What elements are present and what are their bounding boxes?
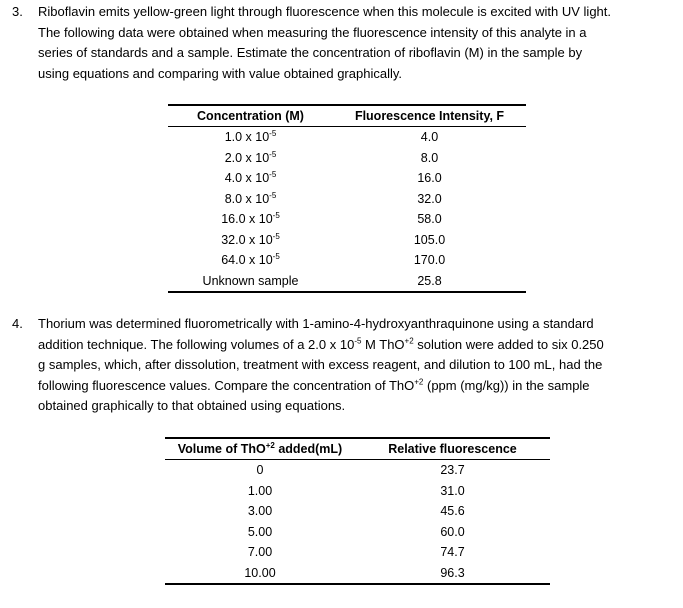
volume-cell: 10.00 <box>165 563 355 585</box>
concentration-cell <box>168 189 333 210</box>
table-row <box>165 542 550 563</box>
question-3-line: series of standards and a sample. Estimate the concentration of riboflavin (M) in the sample by <box>38 45 583 60</box>
concentration-value: 2.0 x 10 <box>224 150 270 165</box>
question-4-line <box>38 314 678 335</box>
column-header-concentration: Concentration (M) <box>168 105 333 127</box>
text-segment: Volume of ThO <box>177 442 266 456</box>
text-segment: following fluorescence values. Compare the concentration of ThO <box>38 377 415 393</box>
volume-cell: 3.00 <box>247 504 273 519</box>
text-segment: solution were added to six 0.250 <box>413 336 604 352</box>
table-row <box>168 148 526 169</box>
column-header-fluorescence: Fluorescence Intensity, F <box>333 105 526 127</box>
relative-fluorescence-cell: 31.0 <box>440 483 465 498</box>
exponent: -5 <box>269 190 277 200</box>
question-3-line: Riboflavin emits yellow-green light through fluorescence when this molecule is excited with UV light. <box>38 4 611 19</box>
exponent: -5 <box>269 129 277 139</box>
concentration-cell <box>168 209 333 230</box>
question-4-text <box>38 314 678 417</box>
riboflavin-table-body <box>168 127 526 293</box>
table-row <box>165 460 550 481</box>
concentration-cell <box>168 148 333 169</box>
concentration-cell <box>168 271 333 293</box>
table-row <box>168 271 526 293</box>
question-3-line: using equations and comparing with value obtained graphically. <box>38 65 402 81</box>
volume-cell: 5.00 <box>247 524 273 539</box>
table-row <box>168 168 526 189</box>
column-header-volume <box>165 438 355 460</box>
fluorescence-cell: 170.0 <box>413 253 446 268</box>
table-row <box>168 127 526 148</box>
concentration-value: 8.0 x 10 <box>224 191 270 206</box>
superscript: +2 <box>414 377 424 387</box>
table-row <box>168 189 526 210</box>
text-segment: (ppm (mg/kg)) in the sample <box>423 377 590 393</box>
concentration-cell <box>168 127 333 148</box>
table-row <box>168 250 526 271</box>
volume-cell: 7.00 <box>247 545 273 560</box>
question-4-number: 4. <box>12 316 23 331</box>
text-segment: addition technique. The following volumes of a 2.0 x 10 <box>38 336 355 352</box>
fluorescence-cell: 105.0 <box>413 232 446 247</box>
table-row <box>165 501 550 522</box>
relative-fluorescence-cell: 45.6 <box>440 504 465 519</box>
question-4-line <box>38 396 678 417</box>
fluorescence-cell: 4.0 <box>420 130 439 145</box>
volume-cell: 0 <box>256 463 264 478</box>
table-row <box>165 563 550 585</box>
table-row <box>168 209 526 230</box>
table-row <box>165 481 550 502</box>
thorium-table-body <box>165 460 550 585</box>
fluorescence-cell: 8.0 <box>420 150 439 165</box>
text-segment: M ThO <box>361 336 405 352</box>
relative-fluorescence-cell: 60.0 <box>440 524 465 539</box>
riboflavin-data-table <box>168 104 526 293</box>
superscript: +2 <box>404 336 414 346</box>
column-header-relative-fluorescence <box>355 438 550 460</box>
concentration-cell <box>168 250 333 271</box>
exponent: -5 <box>272 252 280 262</box>
concentration-value: 4.0 x 10 <box>224 171 270 186</box>
text-segment: Relative fluorescence <box>388 442 517 456</box>
superscript: -5 <box>354 336 362 346</box>
exponent: -5 <box>272 231 280 241</box>
table-row <box>165 522 550 543</box>
question-4-line <box>38 335 678 356</box>
text-segment: added(mL) <box>274 442 343 456</box>
question-3-number: 3. <box>12 4 23 19</box>
question-4-line <box>38 355 678 376</box>
concentration-cell <box>168 230 333 251</box>
table-row <box>168 230 526 251</box>
superscript: +2 <box>265 440 275 450</box>
volume-cell: 1.00 <box>247 483 273 498</box>
concentration-value: Unknown sample <box>202 273 299 288</box>
concentration-value: 64.0 x 10 <box>221 253 273 268</box>
relative-fluorescence-cell: 74.7 <box>440 545 465 560</box>
question-3-text <box>38 2 678 84</box>
concentration-value: 16.0 x 10 <box>221 212 273 227</box>
text-segment: Thorium was determined fluorometrically with 1-amino-4-hydroxyanthraquinone using a standard <box>38 316 594 331</box>
concentration-value: 32.0 x 10 <box>221 232 273 247</box>
relative-fluorescence-cell: 96.3 <box>355 563 550 585</box>
concentration-value: 1.0 x 10 <box>224 130 270 145</box>
exponent: -5 <box>272 211 280 221</box>
text-segment: obtained graphically to that obtained using equations. <box>38 398 346 413</box>
relative-fluorescence-cell: 23.7 <box>440 463 465 478</box>
exponent: -5 <box>269 149 277 159</box>
fluorescence-cell: 25.8 <box>333 271 526 293</box>
question-4-line <box>38 376 678 397</box>
text-segment: g samples, which, after dissolution, treatment with excess reagent, and dilution to 100 mL, had the <box>38 357 603 372</box>
concentration-cell <box>168 168 333 189</box>
thorium-data-table <box>165 437 550 585</box>
fluorescence-cell: 16.0 <box>417 171 442 186</box>
question-3-line: The following data were obtained when measuring the fluorescence intensity of this analyte in a <box>38 24 587 40</box>
fluorescence-cell: 58.0 <box>417 212 442 227</box>
fluorescence-cell: 32.0 <box>417 191 442 206</box>
exponent: -5 <box>269 170 277 180</box>
